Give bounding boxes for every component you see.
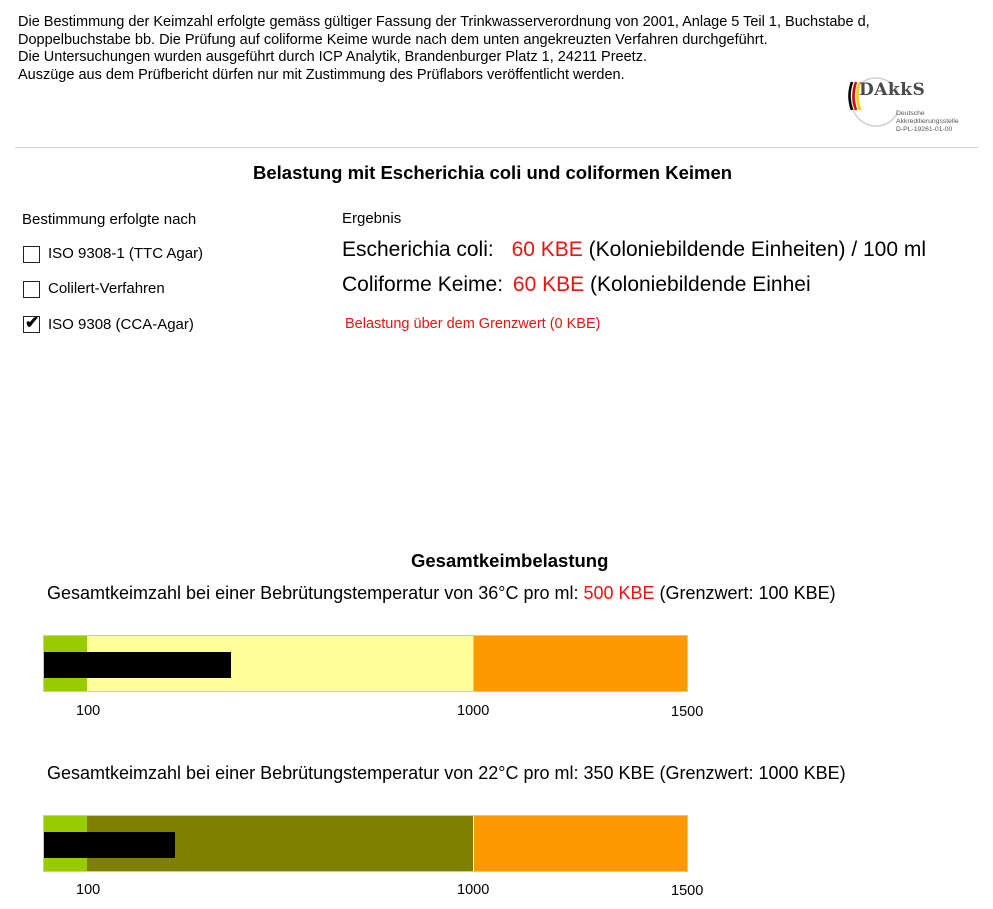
- section-title-coli: Belastung mit Escherichia coli und coliformen Keimen: [253, 162, 733, 183]
- coliform-label: Coliforme Keime:: [342, 273, 504, 296]
- method-label: ISO 9308-1 (TTC Agar): [48, 245, 204, 262]
- checkmark-icon: ✔: [25, 313, 40, 332]
- section-title-total: Gesamtkeimbelastung: [411, 550, 609, 571]
- bar1-label: [47, 583, 836, 604]
- dakks-logo: [846, 76, 981, 136]
- bar1-label-suffix: (Grenzwert: 100 KBE): [654, 583, 836, 603]
- ecoli-value: 60 KBE: [511, 238, 583, 261]
- intro-text: [18, 14, 978, 84]
- method-checkbox-cca[interactable]: [23, 313, 40, 333]
- limit-warning: Belastung über dem Grenzwert (0 KBE): [345, 316, 601, 332]
- method-label: ISO 9308 (CCA-Agar): [48, 316, 194, 333]
- method-checkbox-ttc[interactable]: [23, 246, 40, 263]
- result-heading: Ergebnis: [342, 210, 402, 227]
- ecoli-result: [342, 238, 926, 262]
- bar1-value: 500 KBE: [583, 583, 655, 603]
- intro-line: Doppelbuchstabe bb. Die Prüfung auf coliforme Keime wurde nach dem unten angekreuzten Verfahren durchgeführt.: [18, 31, 768, 48]
- bar2-segment-high: [474, 816, 687, 871]
- divider: [15, 147, 978, 148]
- method-heading: Bestimmung erfolgte nach: [22, 211, 197, 228]
- bar1-measured-fill: [44, 652, 231, 678]
- coliform-result: [342, 273, 811, 297]
- ecoli-unit: (Koloniebildende Einheiten) / 100 ml: [588, 238, 927, 261]
- bar1-label-prefix: Gesamtkeimzahl bei einer Bebrütungstemperatur von 36°C pro ml:: [47, 583, 584, 603]
- bar1-tick: 100: [76, 703, 101, 719]
- coliform-value: 60 KBE: [512, 273, 585, 296]
- intro-line: Auszüge aus dem Prüfbericht dürfen nur mit Zustimmung des Prüflabors veröffentlicht werden.: [18, 66, 625, 83]
- bar1-segment-high: [474, 636, 687, 691]
- bar1-gauge: [43, 635, 688, 692]
- bar1-tick: 1000: [457, 703, 490, 719]
- bar2-tick: 1000: [457, 882, 490, 898]
- intro-line: Die Untersuchungen wurden ausgeführt durch ICP Analytik, Brandenburger Platz 1, 24211 Preetz.: [18, 49, 647, 66]
- logo-subtitle: Akkreditierungsstelle: [896, 118, 959, 125]
- method-label: Colilert-Verfahren: [48, 280, 165, 297]
- bar2-label: Gesamtkeimzahl bei einer Bebrütungstemperatur von 22°C pro ml: 350 KBE (Grenzwert: 1000 KBE): [47, 763, 846, 783]
- logo-subtitle: Deutsche: [896, 110, 925, 117]
- bar2-tick: 1500: [671, 883, 704, 899]
- bar1-tick: 1500: [671, 704, 704, 720]
- method-checkbox-colilert[interactable]: [23, 281, 40, 298]
- bar2-gauge: [43, 815, 688, 872]
- bar2-tick: 100: [76, 882, 101, 898]
- ecoli-label: Escherichia coli:: [342, 238, 494, 261]
- logo-wordmark: DAkkS: [859, 80, 926, 100]
- coliform-unit: (Koloniebildende Einhei: [589, 273, 811, 296]
- bar2-measured-fill: [44, 832, 175, 858]
- logo-accreditation-number: D-PL-19261-01-00: [896, 126, 953, 133]
- intro-line: Die Bestimmung der Keimzahl erfolgte gemäss gültiger Fassung der Trinkwasserverordnung von 2001, Anlage 5 Teil 1, Buchstabe d,: [18, 14, 870, 30]
